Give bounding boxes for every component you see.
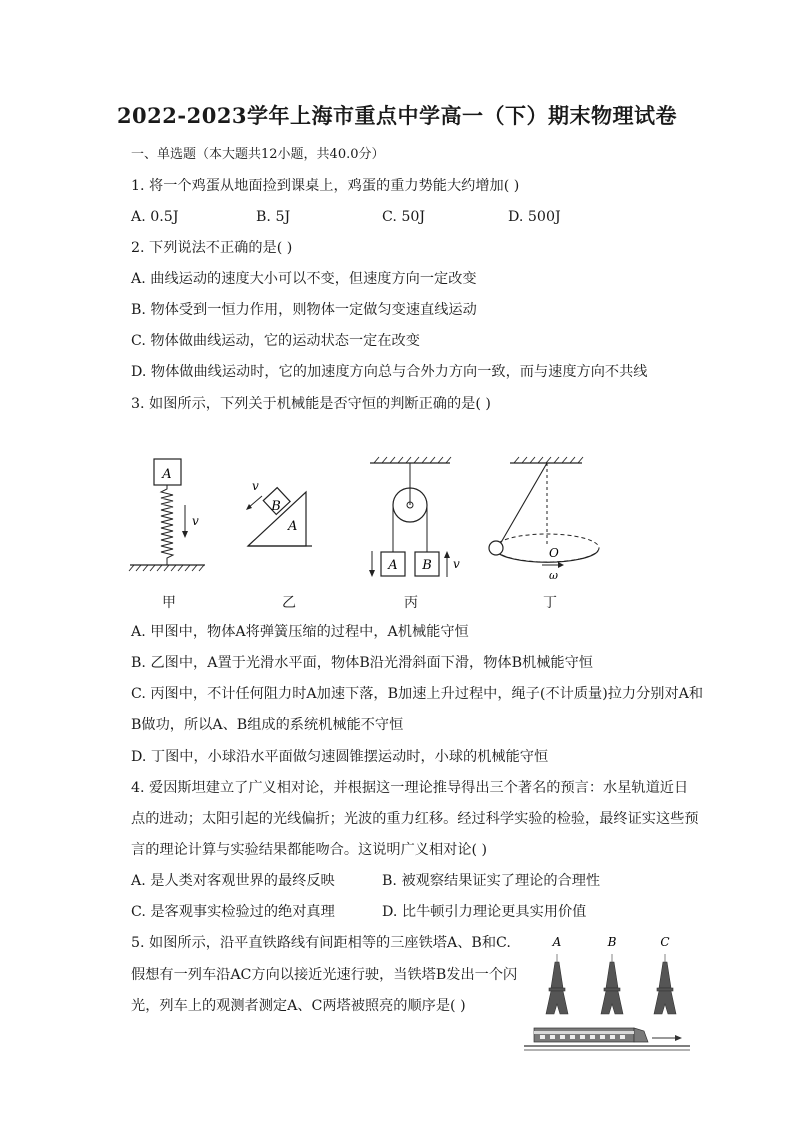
label-b-bing: B (422, 558, 432, 573)
exam-title: 2022-2023学年上海市重点中学高一（下）期末物理试卷 (116, 103, 678, 128)
tower-b-icon (601, 954, 623, 1014)
question-1-option-c[interactable]: C. 50J (382, 209, 426, 225)
label-o-ding: O (549, 546, 559, 560)
tower-label-c: C (660, 935, 670, 949)
label-v-bing: v (453, 557, 460, 571)
tower-label-b: B (607, 935, 617, 949)
question-4-option-a[interactable]: A. 是人类对客观世界的最终反映 (131, 873, 335, 889)
label-a-yi: A (288, 519, 298, 534)
question-3-option-c-continued: B做功，所以A、B组成的系统机械能不守恒 (131, 717, 404, 733)
label-omega-ding: ω (549, 569, 558, 582)
caption-bing: 丙 (404, 595, 418, 611)
question-5-stem-line-1: 5. 如图所示，沿平直铁路线有间距相等的三座铁塔A、B和C. (131, 935, 511, 951)
figure-bing-pulley (362, 455, 467, 585)
label-v-jia: v (192, 514, 199, 528)
question-1-option-b[interactable]: B. 5J (256, 209, 291, 225)
figure-ding-conical-pendulum (482, 455, 607, 585)
question-1-option-d[interactable]: D. 500J (508, 209, 561, 225)
question-4-option-c[interactable]: C. 是客观事实检验过的绝对真理 (131, 904, 335, 920)
question-2-stem: 2. 下列说法不正确的是( ) (131, 240, 293, 256)
caption-jia: 甲 (162, 595, 176, 611)
question-3-option-c[interactable]: C. 丙图中，不计任何阻力时A加速下落，B加速上升过程中，绳子(不计质量)拉力分别对A和 (131, 686, 704, 702)
question-3-option-b[interactable]: B. 乙图中，A置于光滑水平面，物体B沿光滑斜面下滑，物体B机械能守恒 (131, 655, 593, 671)
tower-a-icon (546, 954, 568, 1014)
question-4-stem-line-1: 4. 爱因斯坦建立了广义相对论，并根据这一理论推导得出三个著名的预言：水星轨道近日 (131, 780, 689, 796)
question-2-option-b[interactable]: B. 物体受到一恒力作用，则物体一定做匀变速直线运动 (131, 302, 477, 318)
tower-label-a: A (552, 935, 562, 949)
figure-jia-spring (125, 455, 215, 580)
question-4-option-b[interactable]: B. 被观察结果证实了理论的合理性 (382, 873, 601, 889)
caption-ding: 丁 (543, 595, 557, 611)
section-heading: 一、单选题（本大题共12小题，共40.0分） (131, 147, 385, 162)
question-3-option-d[interactable]: D. 丁图中，小球沿水平面做匀速圆锥摆运动时，小球的机械能守恒 (131, 749, 549, 765)
label-a-jia: A (162, 467, 172, 482)
question-3-option-a[interactable]: A. 甲图中，物体A将弹簧压缩的过程中，A机械能守恒 (131, 624, 469, 640)
figure-yi-incline (240, 478, 320, 553)
label-b-yi: B (271, 499, 281, 514)
tower-c-icon (654, 954, 676, 1014)
label-v-yi: v (252, 479, 259, 493)
question-4-stem-line-2: 点的进动；太阳引起的光线偏折；光波的重力红移。经过科学实验的检验，最终证实这些预 (131, 811, 699, 827)
label-a-bing: A (388, 558, 398, 573)
question-2-option-d[interactable]: D. 物体做曲线运动时，它的加速度方向总与合外力方向一致，而与速度方向不共线 (131, 364, 648, 380)
question-3-stem: 3. 如图所示，下列关于机械能是否守恒的判断正确的是( ) (131, 396, 491, 412)
question-2-option-c[interactable]: C. 物体做曲线运动，它的运动状态一定在改变 (131, 333, 420, 349)
question-5-stem-line-3: 光，列车上的观测者测定A、C两塔被照亮的顺序是( ) (131, 998, 466, 1014)
caption-yi: 乙 (282, 595, 296, 611)
question-4-stem-line-3: 言的理论计算与实验结果都能吻合。这说明广义相对论( ) (131, 842, 488, 858)
question-1-stem: 1. 将一个鸡蛋从地面捡到课桌上，鸡蛋的重力势能大约增加( ) (131, 178, 520, 194)
train-icon (524, 1028, 690, 1050)
question-1-option-a[interactable]: A. 0.5J (131, 209, 179, 225)
question-5-stem-line-2: 假想有一列车沿AC方向以接近光速行驶，当铁塔B发出一个闪 (131, 967, 518, 983)
figure-towers-train (520, 932, 695, 1054)
question-2-option-a[interactable]: A. 曲线运动的速度大小可以不变，但速度方向一定改变 (131, 271, 477, 287)
question-4-option-d[interactable]: D. 比牛顿引力理论更具实用价值 (382, 904, 587, 920)
